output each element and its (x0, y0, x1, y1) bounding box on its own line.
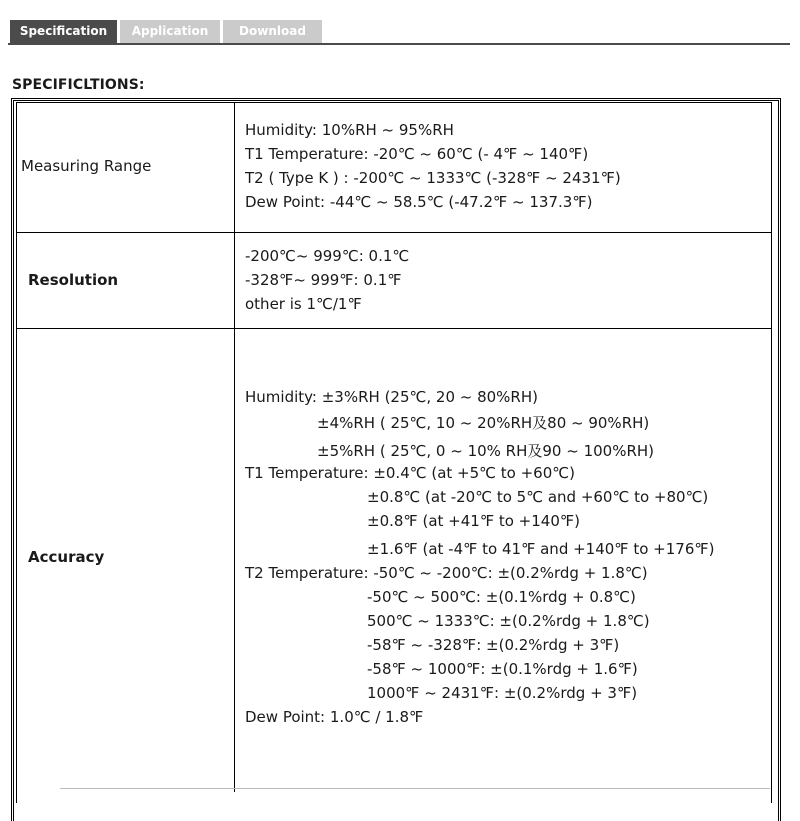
accuracy-line: Dew Point: 1.0℃ / 1.8℉ (245, 708, 424, 726)
row-divider (16, 328, 771, 329)
accuracy-line: Humidity: ±3%RH (25℃, 20 ~ 80%RH) (245, 388, 538, 406)
accuracy-line: -58℉ ~ -328℉: ±(0.2%rdg + 3℉) (367, 636, 620, 654)
resolution-line: -328℉~ 999℉: 0.1℉ (245, 271, 402, 289)
accuracy-line: ±1.6℉ (at -4℉ to 41℉ and +140℉ to +176℉) (367, 540, 715, 558)
measuring-range-line: T2 ( Type K ) : -200℃ ~ 1333℃ (-328℉ ~ 2431℉) (245, 169, 621, 187)
tab-application[interactable]: Application (120, 20, 220, 43)
accuracy-line: T2 Temperature: -50℃ ~ -200℃: ±(0.2%rdg + 1.8℃) (245, 564, 648, 582)
tab-download[interactable]: Download (223, 20, 322, 43)
resolution-line: -200℃~ 999℃: 0.1℃ (245, 247, 410, 265)
accuracy-line: ±0.8℃ (at -20℃ to 5℃ and +60℃ to +80℃) (367, 488, 709, 506)
row-label-accuracy: Accuracy (28, 548, 105, 566)
accuracy-line: ±5%RH ( 25℃, 0 ~ 10% RH及90 ~ 100%RH) (317, 442, 655, 460)
row-label-measuring-range: Measuring Range (21, 157, 152, 175)
column-divider (234, 102, 235, 792)
accuracy-line: T1 Temperature: ±0.4℃ (at +5℃ to +60℃) (245, 464, 575, 482)
tab-underline (8, 43, 790, 45)
tab-bar (0, 0, 800, 46)
accuracy-line: ±4%RH ( 25℃, 10 ~ 20%RH及80 ~ 90%RH) (317, 414, 650, 432)
accuracy-line: -50℃ ~ 500℃: ±(0.1%rdg + 0.8℃) (367, 588, 636, 606)
accuracy-line: 1000℉ ~ 2431℉: ±(0.2%rdg + 3℉) (367, 684, 638, 702)
measuring-range-line: T1 Temperature: -20℃ ~ 60℃ (- 4℉ ~ 140℉) (245, 145, 589, 163)
accuracy-line: -58℉ ~ 1000℉: ±(0.1%rdg + 1.6℉) (367, 660, 638, 678)
row-divider (16, 232, 771, 233)
row-label-resolution: Resolution (28, 271, 119, 289)
tab-specification[interactable]: Specification (10, 20, 117, 43)
measuring-range-line: Dew Point: -44℃ ~ 58.5℃ (-47.2℉ ~ 137.3℉) (245, 193, 593, 211)
accuracy-line: ±0.8℉ (at +41℉ to +140℉) (367, 512, 581, 530)
accuracy-line: 500℃ ~ 1333℃: ±(0.2%rdg + 1.8℃) (367, 612, 650, 630)
measuring-range-line: Humidity: 10%RH ~ 95%RH (245, 121, 454, 139)
section-heading: SPECIFICLTIONS: (12, 77, 145, 93)
resolution-line: other is 1℃/1℉ (245, 295, 362, 313)
table-bottom-edge (60, 788, 770, 789)
